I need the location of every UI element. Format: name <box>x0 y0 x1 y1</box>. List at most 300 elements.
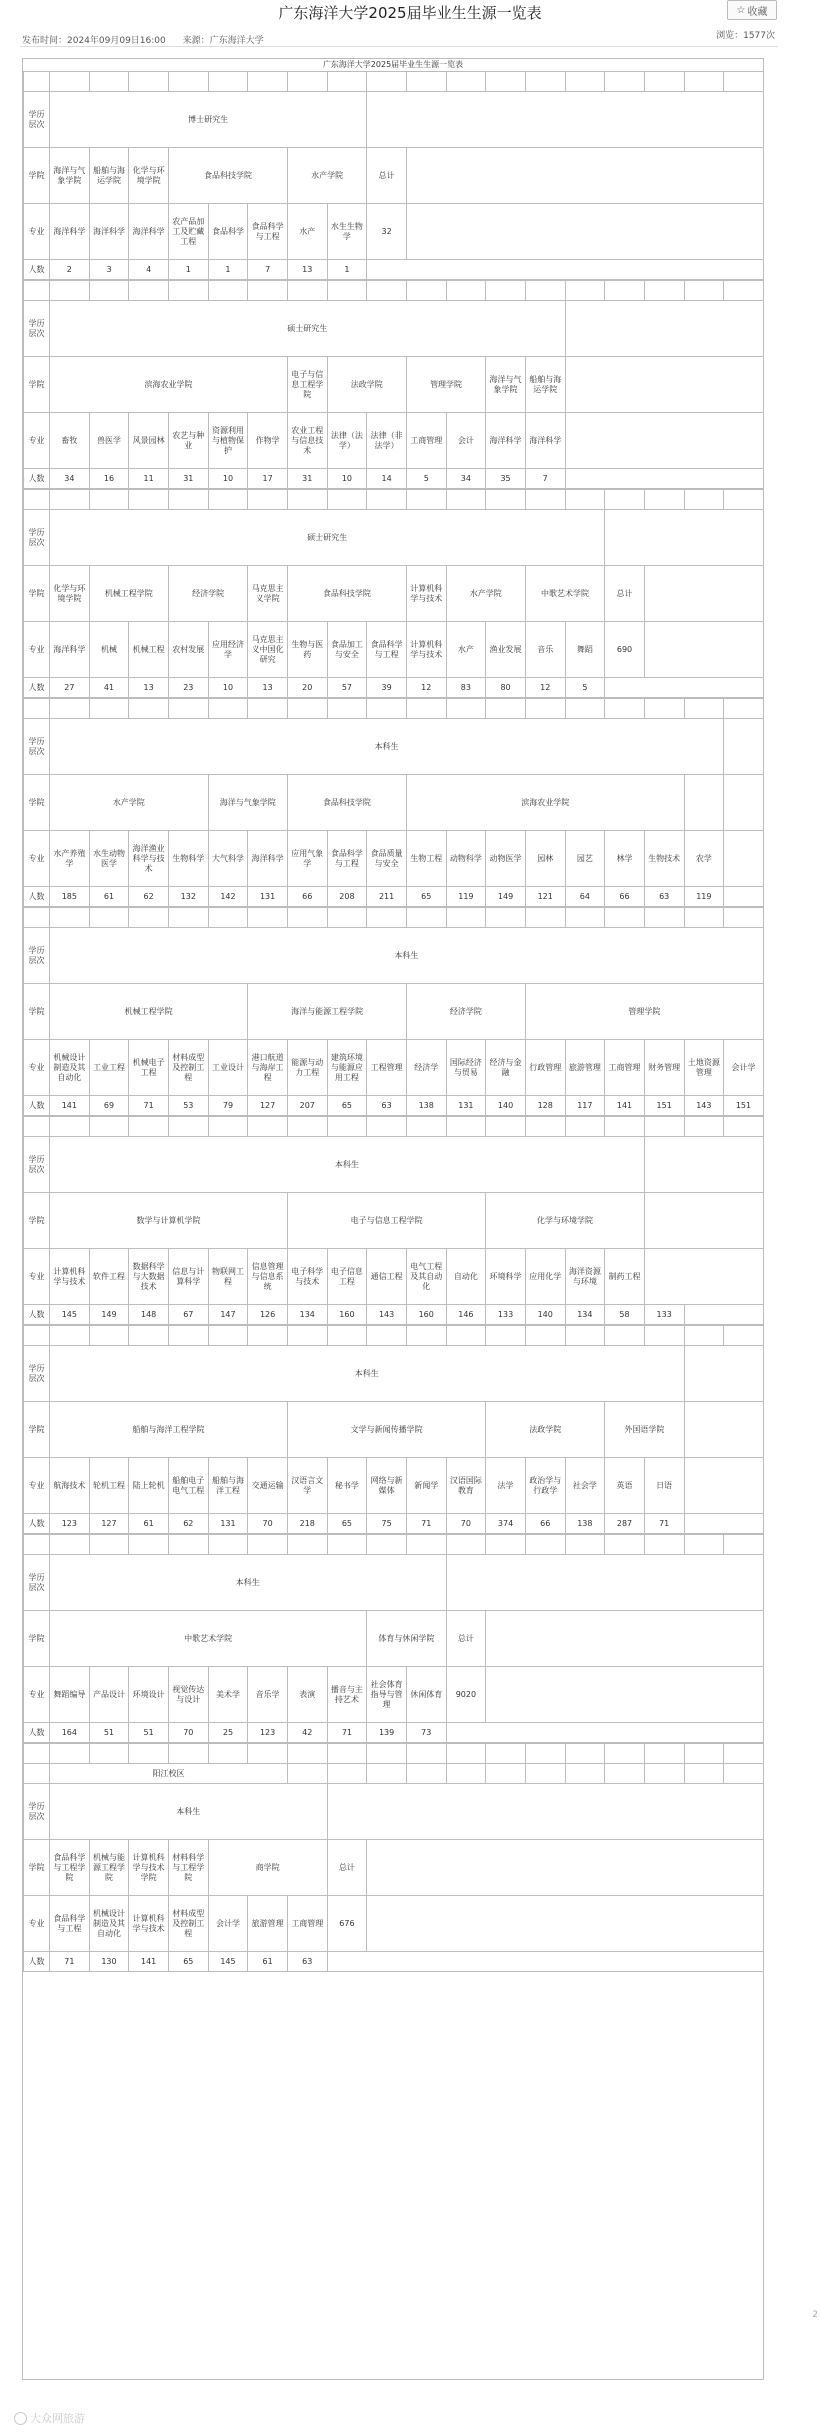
empty-cell <box>327 1764 367 1784</box>
empty-cell <box>327 1535 367 1555</box>
empty-cell <box>367 699 407 719</box>
count-value: 140 <box>486 1096 526 1116</box>
empty-cell <box>208 1744 248 1764</box>
total-value: 32 <box>367 204 407 260</box>
empty-cell <box>406 1117 446 1137</box>
count-value: 71 <box>50 1952 90 1972</box>
empty-cell <box>565 1535 605 1555</box>
count-value: 132 <box>168 887 208 907</box>
count-value: 42 <box>287 1723 327 1743</box>
major-name: 舞蹈 <box>565 622 605 678</box>
count-value: 140 <box>525 1305 565 1325</box>
empty-cell <box>327 1952 763 1972</box>
college-name: 船舶与海运学院 <box>89 148 129 204</box>
level-header: 学历层次 <box>24 301 50 357</box>
college-name: 马克思主义学院 <box>248 566 288 622</box>
college-name: 机械工程学院 <box>50 984 248 1040</box>
empty-cell <box>724 72 764 92</box>
major-name: 旅游管理 <box>248 1896 288 1952</box>
section-table <box>23 1325 764 1534</box>
count-value: 139 <box>367 1723 407 1743</box>
count-value: 148 <box>129 1305 169 1325</box>
section-table <box>23 1116 764 1325</box>
major-name: 会计 <box>446 413 486 469</box>
empty-cell <box>89 1744 129 1764</box>
empty-cell <box>129 699 169 719</box>
count-value: 218 <box>287 1514 327 1534</box>
empty-cell <box>644 1764 684 1784</box>
empty-cell <box>406 72 446 92</box>
count-value: 66 <box>605 887 645 907</box>
empty-cell <box>367 1840 764 1896</box>
count-value: 61 <box>248 1952 288 1972</box>
empty-cell <box>50 1744 90 1764</box>
source: 来源：广东海洋大学 <box>182 36 264 46</box>
count-value: 127 <box>248 1096 288 1116</box>
major-name: 数据科学与大数据技术 <box>129 1249 169 1305</box>
major-name: 汉语言文学 <box>287 1458 327 1514</box>
count-value: 128 <box>525 1096 565 1116</box>
major-header: 专业 <box>24 1667 50 1723</box>
empty-cell <box>24 1117 50 1137</box>
empty-cell <box>50 281 90 301</box>
major-name: 通信工程 <box>367 1249 407 1305</box>
college-name: 中歌艺术学院 <box>50 1611 367 1667</box>
major-name: 机械设计制造及其自动化 <box>50 1040 90 1096</box>
count-value: 145 <box>208 1952 248 1972</box>
total-header: 总计 <box>367 148 407 204</box>
count-value: 7 <box>248 260 288 280</box>
count-value: 7 <box>525 469 565 489</box>
count-value: 123 <box>248 1723 288 1743</box>
view-count: 浏览：1577次 <box>716 31 775 41</box>
major-name: 会计学 <box>724 1040 764 1096</box>
college-name: 计算机科学与技术 <box>406 566 446 622</box>
major-header: 专业 <box>24 1896 50 1952</box>
enrollment-grid <box>23 71 763 1972</box>
empty-cell <box>129 72 169 92</box>
level-header: 学历层次 <box>24 1784 50 1840</box>
empty-cell <box>605 510 764 566</box>
level-value: 硕士研究生 <box>50 301 566 357</box>
level-value: 本科生 <box>50 719 724 775</box>
empty-cell <box>684 281 724 301</box>
empty-cell <box>287 699 327 719</box>
count-value: 61 <box>89 887 129 907</box>
empty-cell <box>367 72 407 92</box>
count-value: 130 <box>89 1952 129 1972</box>
college-name: 材料科学与工程学院 <box>168 1840 208 1896</box>
major-name: 产品设计 <box>89 1667 129 1723</box>
major-name: 海洋科学 <box>129 204 169 260</box>
count-value: 66 <box>287 887 327 907</box>
empty-cell <box>684 699 724 719</box>
major-name: 信息管理与信息系统 <box>248 1249 288 1305</box>
major-name: 表演 <box>287 1667 327 1723</box>
major-name: 食品科学与工程 <box>367 622 407 678</box>
empty-cell <box>287 72 327 92</box>
empty-cell <box>684 1535 724 1555</box>
empty-cell <box>684 1744 724 1764</box>
count-value: 25 <box>208 1723 248 1743</box>
empty-cell <box>248 1535 288 1555</box>
empty-cell <box>24 1535 50 1555</box>
count-value: 70 <box>248 1514 288 1534</box>
empty-cell <box>486 1535 526 1555</box>
empty-cell <box>644 1117 684 1137</box>
empty-cell <box>565 413 763 469</box>
empty-cell <box>486 1326 526 1346</box>
empty-cell <box>406 1764 446 1784</box>
empty-cell <box>446 1117 486 1137</box>
major-name: 工商管理 <box>287 1896 327 1952</box>
major-name: 经济与金融 <box>486 1040 526 1096</box>
empty-cell <box>287 1326 327 1346</box>
college-name: 机械工程学院 <box>89 566 168 622</box>
count-value: 123 <box>50 1514 90 1534</box>
count-value: 34 <box>446 469 486 489</box>
count-value: 12 <box>525 678 565 698</box>
empty-cell <box>208 1117 248 1137</box>
count-value: 134 <box>287 1305 327 1325</box>
count-value: 287 <box>605 1514 645 1534</box>
count-value: 211 <box>367 887 407 907</box>
count-header: 人数 <box>24 1514 50 1534</box>
favorite-button[interactable] <box>727 0 777 20</box>
empty-cell <box>327 281 367 301</box>
count-value: 71 <box>129 1096 169 1116</box>
count-value: 41 <box>89 678 129 698</box>
count-value: 63 <box>367 1096 407 1116</box>
empty-cell <box>406 490 446 510</box>
empty-cell <box>24 72 50 92</box>
empty-cell <box>644 622 763 678</box>
count-value: 208 <box>327 887 367 907</box>
empty-cell <box>248 699 288 719</box>
count-value: 146 <box>446 1305 486 1325</box>
major-name: 生物科学 <box>168 831 208 887</box>
empty-cell <box>724 831 764 887</box>
empty-cell <box>446 72 486 92</box>
empty-cell <box>367 1764 407 1784</box>
major-name: 食品质量与安全 <box>367 831 407 887</box>
college-name: 管理学院 <box>525 984 763 1040</box>
major-name: 日语 <box>644 1458 684 1514</box>
count-value: 149 <box>486 887 526 907</box>
level-header: 学历层次 <box>24 92 50 148</box>
total-header: 总计 <box>605 566 645 622</box>
major-name: 自动化 <box>446 1249 486 1305</box>
major-name: 应用化学 <box>525 1249 565 1305</box>
count-value: 141 <box>50 1096 90 1116</box>
major-name: 土地资源管理 <box>684 1040 724 1096</box>
empty-cell <box>486 699 526 719</box>
empty-cell <box>327 908 367 928</box>
major-name: 计算机科学与技术 <box>129 1896 169 1952</box>
college-name: 电子与信息工程学院 <box>287 357 327 413</box>
empty-cell <box>287 281 327 301</box>
empty-cell <box>208 490 248 510</box>
major-header: 专业 <box>24 1040 50 1096</box>
watermark-text: 大众网旅游 <box>30 2412 85 2425</box>
count-value: 13 <box>129 678 169 698</box>
empty-cell <box>367 1535 407 1555</box>
major-name: 法学 <box>486 1458 526 1514</box>
count-value: 374 <box>486 1514 526 1534</box>
section-table <box>23 1743 764 1972</box>
empty-cell <box>684 490 724 510</box>
empty-cell <box>89 281 129 301</box>
major-name: 海洋科学 <box>248 831 288 887</box>
empty-cell <box>525 490 565 510</box>
major-name: 农产品加工及贮藏工程 <box>168 204 208 260</box>
count-value: 70 <box>168 1723 208 1743</box>
empty-cell <box>605 1764 645 1784</box>
empty-cell <box>644 72 684 92</box>
star-icon: ☆ <box>736 4 746 16</box>
empty-cell <box>565 72 605 92</box>
empty-cell <box>486 490 526 510</box>
section-table <box>23 280 764 489</box>
empty-cell <box>24 490 50 510</box>
empty-cell <box>208 908 248 928</box>
empty-cell <box>208 1326 248 1346</box>
empty-cell <box>248 281 288 301</box>
level-header: 学历层次 <box>24 719 50 775</box>
college-name: 法政学院 <box>486 1402 605 1458</box>
empty-cell <box>446 490 486 510</box>
section-table <box>23 71 764 280</box>
major-name: 食品科学与工程 <box>327 831 367 887</box>
college-header: 学院 <box>24 984 50 1040</box>
college-name: 水产学院 <box>50 775 209 831</box>
count-header: 人数 <box>24 1096 50 1116</box>
empty-cell <box>327 1117 367 1137</box>
empty-cell <box>605 1326 645 1346</box>
empty-cell <box>50 908 90 928</box>
count-value: 71 <box>406 1514 446 1534</box>
empty-cell <box>724 1117 764 1137</box>
empty-cell <box>446 908 486 928</box>
empty-cell <box>724 281 764 301</box>
major-name: 食品科学与工程 <box>248 204 288 260</box>
count-value: 119 <box>684 887 724 907</box>
count-value: 71 <box>327 1723 367 1743</box>
count-value: 35 <box>486 469 526 489</box>
empty-cell <box>24 699 50 719</box>
count-value: 160 <box>327 1305 367 1325</box>
empty-cell <box>644 490 684 510</box>
major-name: 海洋科学 <box>50 204 90 260</box>
total-value: 9020 <box>446 1667 486 1723</box>
empty-cell <box>50 1117 90 1137</box>
major-name: 工业设计 <box>208 1040 248 1096</box>
empty-cell <box>50 490 90 510</box>
empty-cell <box>684 1458 763 1514</box>
empty-cell <box>168 1535 208 1555</box>
major-name: 网络与新媒体 <box>367 1458 407 1514</box>
empty-cell <box>446 1555 763 1611</box>
count-value: 62 <box>168 1514 208 1534</box>
major-name: 法律（非法学） <box>367 413 407 469</box>
count-value: 10 <box>208 678 248 698</box>
major-header: 专业 <box>24 1458 50 1514</box>
section-table <box>23 489 764 698</box>
empty-cell <box>724 1744 764 1764</box>
level-value: 本科生 <box>50 1346 685 1402</box>
major-name: 海洋科学 <box>50 622 90 678</box>
count-value: 3 <box>89 260 129 280</box>
empty-cell <box>406 1326 446 1346</box>
major-name: 航海技术 <box>50 1458 90 1514</box>
empty-cell <box>605 908 645 928</box>
count-value: 141 <box>129 1952 169 1972</box>
count-value: 164 <box>50 1723 90 1743</box>
count-header: 人数 <box>24 260 50 280</box>
page-title: 广东海洋大学2025届毕业生生源一览表 <box>278 4 542 22</box>
major-name: 马克思主义中国化研究 <box>248 622 288 678</box>
total-value: 676 <box>327 1896 367 1952</box>
major-name: 行政管理 <box>525 1040 565 1096</box>
count-value: 13 <box>248 678 288 698</box>
empty-cell <box>644 281 684 301</box>
empty-cell <box>327 699 367 719</box>
count-value: 67 <box>168 1305 208 1325</box>
count-value: 75 <box>367 1514 407 1534</box>
data-sheet <box>22 58 764 2380</box>
major-name: 能源与动力工程 <box>287 1040 327 1096</box>
count-header: 人数 <box>24 1952 50 1972</box>
empty-cell <box>565 1117 605 1137</box>
college-name: 电子与信息工程学院 <box>287 1193 485 1249</box>
major-name: 海洋渔业科学与技术 <box>129 831 169 887</box>
empty-cell <box>724 1326 764 1346</box>
college-header: 学院 <box>24 1611 50 1667</box>
college-header: 学院 <box>24 1402 50 1458</box>
major-name: 机械 <box>89 622 129 678</box>
favorite-label: 收藏 <box>747 6 768 18</box>
major-name: 船舶与海洋工程 <box>208 1458 248 1514</box>
empty-cell <box>644 699 684 719</box>
count-value: 14 <box>367 469 407 489</box>
count-value: 12 <box>406 678 446 698</box>
empty-cell <box>565 908 605 928</box>
empty-cell <box>208 699 248 719</box>
college-header: 学院 <box>24 148 50 204</box>
empty-cell <box>168 699 208 719</box>
count-value: 133 <box>644 1305 684 1325</box>
major-name: 船舶电子电气工程 <box>168 1458 208 1514</box>
empty-cell <box>208 281 248 301</box>
major-name: 制药工程 <box>605 1249 645 1305</box>
count-value: 4 <box>129 260 169 280</box>
major-name: 社会学 <box>565 1458 605 1514</box>
college-name: 食品科学与工程学院 <box>50 1840 90 1896</box>
count-value: 1 <box>327 260 367 280</box>
empty-cell <box>486 1611 764 1667</box>
empty-cell <box>446 1535 486 1555</box>
empty-cell <box>168 908 208 928</box>
major-name: 水生动物医学 <box>89 831 129 887</box>
count-value: 71 <box>644 1514 684 1534</box>
empty-cell <box>525 281 565 301</box>
major-name: 工商管理 <box>406 413 446 469</box>
empty-cell <box>327 1784 763 1840</box>
count-value: 65 <box>327 1096 367 1116</box>
count-value: 64 <box>565 887 605 907</box>
empty-cell <box>287 1764 327 1784</box>
empty-cell <box>446 1744 486 1764</box>
count-value: 207 <box>287 1096 327 1116</box>
major-name: 电子科学与技术 <box>287 1249 327 1305</box>
total-header: 总计 <box>327 1840 367 1896</box>
level-value: 本科生 <box>50 1784 328 1840</box>
count-value: 10 <box>327 469 367 489</box>
empty-cell <box>525 1326 565 1346</box>
major-name: 水生生物学 <box>327 204 367 260</box>
college-name: 化学与环境学院 <box>486 1193 645 1249</box>
empty-cell <box>644 1744 684 1764</box>
count-header: 人数 <box>24 469 50 489</box>
major-header: 专业 <box>24 413 50 469</box>
empty-cell <box>605 281 645 301</box>
empty-cell <box>446 1723 763 1743</box>
count-value: 39 <box>367 678 407 698</box>
college-name: 水产学院 <box>287 148 366 204</box>
empty-cell <box>248 908 288 928</box>
empty-cell <box>208 1535 248 1555</box>
empty-cell <box>406 1535 446 1555</box>
college-name: 船舶与海运学院 <box>525 357 565 413</box>
major-name: 交通运输 <box>248 1458 288 1514</box>
article-meta <box>22 33 278 46</box>
count-value: 31 <box>168 469 208 489</box>
major-name: 工商管理 <box>605 1040 645 1096</box>
major-name: 社会体育指导与管理 <box>367 1667 407 1723</box>
empty-cell <box>525 72 565 92</box>
major-name: 材料成型及控制工程 <box>168 1896 208 1952</box>
major-header: 专业 <box>24 204 50 260</box>
watermark-logo-icon <box>14 2412 27 2425</box>
major-name: 电子信息工程 <box>327 1249 367 1305</box>
count-value: 63 <box>644 887 684 907</box>
college-name: 体育与休闲学院 <box>367 1611 446 1667</box>
major-name: 食品科学与工程 <box>50 1896 90 1952</box>
empty-cell <box>486 1744 526 1764</box>
level-value: 本科生 <box>50 1555 447 1611</box>
count-value: 51 <box>129 1723 169 1743</box>
total-header: 总计 <box>446 1611 486 1667</box>
empty-cell <box>367 281 407 301</box>
count-value: 51 <box>89 1723 129 1743</box>
empty-cell <box>287 908 327 928</box>
major-name: 海洋科学 <box>525 413 565 469</box>
count-header: 人数 <box>24 887 50 907</box>
count-value: 138 <box>406 1096 446 1116</box>
empty-cell <box>565 469 763 489</box>
empty-cell <box>724 908 764 928</box>
count-value: 131 <box>208 1514 248 1534</box>
empty-cell <box>89 1326 129 1346</box>
major-header: 专业 <box>24 622 50 678</box>
total-value: 690 <box>605 622 645 678</box>
major-name: 旅游管理 <box>565 1040 605 1096</box>
count-value: 27 <box>50 678 90 698</box>
major-name: 渔业发展 <box>486 622 526 678</box>
empty-cell <box>367 908 407 928</box>
count-value: 1 <box>168 260 208 280</box>
major-name: 软件工程 <box>89 1249 129 1305</box>
